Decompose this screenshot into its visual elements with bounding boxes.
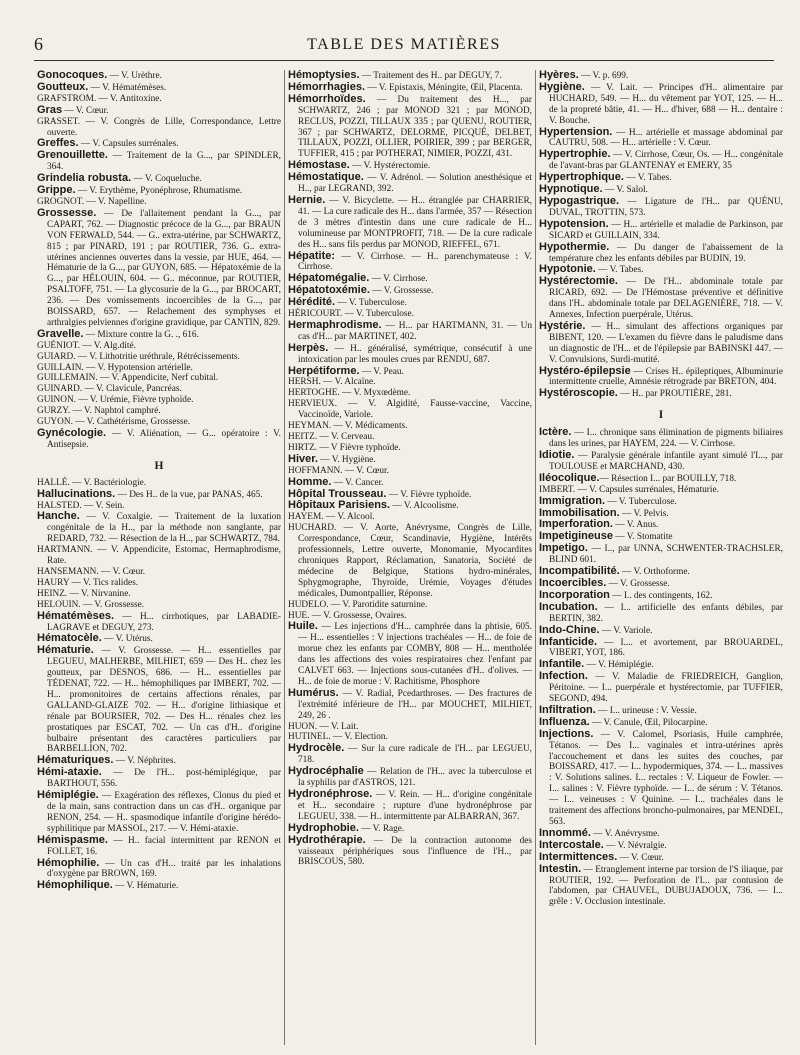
entry-text: — Mixture contre la G. ., 616. bbox=[83, 329, 199, 340]
index-entry bbox=[288, 421, 532, 432]
index-entry bbox=[539, 864, 783, 909]
entry-heading: Herpétiforme. bbox=[288, 364, 360, 377]
entry-heading: Immobilisation. bbox=[539, 506, 620, 519]
entry-heading: Gynécologie. bbox=[37, 427, 107, 439]
index-entry bbox=[288, 297, 532, 309]
entry-text: — I.... et avortement, par BROUARDEL, VIBERT, YOT, 186. bbox=[549, 637, 783, 659]
entry-text: — Paralysie générale infantile ayant simulé l'I..., par TOULOUSE et MARCHAND, 430. bbox=[549, 451, 783, 472]
index-entry bbox=[539, 427, 783, 450]
index-entry bbox=[288, 600, 532, 611]
entry-text: — De l'allaitement pendant la G..., par CAPART, 762. — Diagnostic précoce de la G..., par BRAUN VON FERWALD, 544. — G.. extra-utérine, par SCHWARTZ, 815 ; par PINARD, 191 ; par ROUTIER, 736. G.. extra-utérines anciennes ouvertes dans la vessie, par HUE, 464. — Hématurie de la G..., par GUYON, 685. — Hépatoxémie de la G..., par HÉLOUIN, 604. — G.. méconnue, par ROUTIER, PSALTOFF, 751. — La glycosurie de la G..., par BROCART, 236. — Des vomissements incoercibles de la G..., par BOISSARD, 657. — Relachement des symphyses et arthralgies pelviennes d'origine gravidique, par CANTIN, 829. bbox=[47, 208, 281, 328]
entry-text: — Des H.. de la vue, par PANAS, 465. bbox=[115, 489, 263, 500]
entry-heading: Hémostase. bbox=[288, 159, 350, 172]
entry-text: HARTMANN. — V. Appendicite, Estomac, Hermaphrodisme, Rate. bbox=[37, 545, 281, 567]
entry-heading: Hernie. bbox=[288, 193, 326, 206]
index-entry bbox=[539, 366, 783, 389]
entry-text: GUINON. — V. Urémie, Fièvre typhoïde. bbox=[37, 395, 194, 406]
index-entry bbox=[37, 790, 281, 835]
entry-text: — V. Cirrhose. — H.. parenchymateuse : V. Cirrhose. bbox=[298, 251, 532, 273]
index-entry bbox=[539, 671, 783, 705]
entry-heading: Hémiplégie. bbox=[37, 789, 99, 802]
entry-heading: Hématuriques. bbox=[37, 754, 114, 767]
entry-text: — Les injections d'H... camphrée dans la phtisie, 605. — H... essentielles : V injections trachéales — H... de foie de morue chez les enfants par COMBY, 808 — H... mentholée dans les affections des voies respiratoires chez l'enfant par CALVET 663. — Injections sous-cutanées d'H.. d'olives. — H... de foie de morue : V. Rachitisme, Phosphore bbox=[298, 622, 532, 687]
entry-heading: Influenza. bbox=[539, 715, 590, 728]
entry-heading: Impetigineuse bbox=[539, 530, 613, 543]
entry-text: HELOUIN. — V. Grossesse. bbox=[37, 599, 145, 610]
entry-text: — V. Calomel, Psoriasis, Huile camphrée, Tétanos. — Des I... vaginales et intra-utérines après l'accouchement et dans les suites des couches, par BOISSARD, 417. — I... hypodermiques, 374. — I... massives : V. Solutions salines. I... rectales : V. Liqueur de Fowler. — I... salines : V. Fièvre typhoïde. — I... de sérum : V. Tétanos. — I... veineuses : V Quinine. — I... trachéales dans le traitement des affections broncho-pulmonaires, par MENDEL, 563. bbox=[549, 729, 783, 827]
section-letter: I bbox=[658, 409, 664, 422]
entry-text: — H.. généralisé, symétrique, consécutif à une intoxication par les moules crues par RENDU, 687. bbox=[298, 343, 532, 365]
entry-text: — V. Salol. bbox=[602, 185, 648, 196]
page-title: TABLE DES MATIÈRES bbox=[307, 36, 501, 53]
entry-text: — V. Cœur. bbox=[617, 852, 664, 863]
index-entry bbox=[37, 384, 281, 395]
entry-heading: Hanche. bbox=[37, 510, 80, 523]
entry-text: — Traitement de la G..., par SPINDLER, 364. bbox=[47, 151, 281, 173]
entry-heading: Hépatomégalie. bbox=[288, 272, 370, 285]
entry-heading: Hypogastrique. bbox=[539, 194, 620, 207]
index-entry bbox=[288, 443, 532, 454]
entry-text: — Du danger de l'abaissement de la température chez les enfants débiles par BUDIN, 19. bbox=[549, 242, 783, 264]
index-entry bbox=[539, 242, 783, 265]
entry-heading: Hémorrhagies. bbox=[288, 80, 366, 93]
index-entry bbox=[539, 473, 783, 485]
entry-text: HEITZ. — V. Cerveau. bbox=[288, 432, 375, 442]
index-entry bbox=[288, 366, 532, 378]
entry-heading: Hémophilie. bbox=[37, 856, 100, 869]
entry-text: HALSTED. — V. Sein. bbox=[37, 500, 125, 511]
entry-heading: Hématémèses. bbox=[37, 609, 115, 622]
entry-text: HANSEMANN. — V. Cœur. bbox=[37, 566, 146, 577]
entry-text: — V. Tabes. bbox=[595, 265, 644, 276]
entry-text: — V. Cancer. bbox=[331, 477, 384, 488]
entry-heading: Grenouillette. bbox=[37, 149, 108, 162]
entry-text: HEINZ. — V. Nirvanine. bbox=[37, 588, 131, 599]
entry-heading: Imperforation. bbox=[539, 518, 613, 531]
column-divider bbox=[535, 70, 536, 1045]
entry-text: — H... par HARTMANN, 31. — Un cas d'H... par MARTINET, 402. bbox=[298, 320, 532, 342]
index-entry bbox=[288, 611, 532, 622]
entry-heading: Gras bbox=[37, 103, 63, 116]
index-entry bbox=[288, 94, 532, 160]
entry-heading: Iléocolique. bbox=[539, 471, 600, 484]
index-entry bbox=[37, 428, 281, 451]
entry-heading: Hémispasme. bbox=[37, 833, 108, 846]
entry-text: — V. Grossesse. — H... essentielles par LEGUEU, MALHERBE, MILHIET, 659 — Des H.. chez les goutteux, par DESNOS, 686. — H... essentielles par TÉDENAT, 722. — H... hémophiliques par IMBERT, 702. — H... promonitoires de certains affections rénales, par GALLAND-GLAIZE 702. — H... d'origine lithiasique et rénale par BOURSIER, 702. — Des H... rénales chez les prostatiques par ESCAT, 702. — Un cas d'H.. d'origine bulbaire présentant des caractères particuliers par BARBELLION, 702. bbox=[47, 646, 281, 755]
entry-text: — H... cirrhotiques, par LABADIE-LAGRAVE et DEGUY, 273. bbox=[47, 611, 281, 633]
entry-text: IMBERT. — V. Capsules surrénales, Hématurie. bbox=[539, 484, 719, 495]
entry-heading: Hystérectomie. bbox=[539, 275, 618, 288]
entry-text: — H.. par PROUTIÈRE, 281. bbox=[617, 389, 732, 400]
entry-text: GRASSET. — V. Congrès de Lille, Correspondance, Lettre ouverte. bbox=[37, 116, 281, 138]
index-entry bbox=[288, 343, 532, 366]
entry-text: — I... urineuse : V. Vessie. bbox=[595, 705, 697, 716]
index-entry bbox=[37, 880, 281, 892]
entry-text: — Résection I... par BOUILLY, 718. bbox=[599, 473, 737, 484]
index-entry bbox=[288, 432, 532, 443]
entry-text: — Du traitement des H..., par SCHWARTZ, 246 ; par MONOD 321 ; par MONOD, RECLUS, POZZI, TILLAUX 335 ; par QUENU, ROUTIER, 367 ; par SCHWARTZ, DELORME, PICQUÉ, DELBET, TILLAUX, POZZI, OLLIER, POIRIER, 399 ; par BERGER, TUFFIER, 415 ; par POTHERAT, NIMIER, POZZI, 431. bbox=[298, 94, 532, 160]
index-entry bbox=[288, 399, 532, 421]
entry-text: — V. Tuberculose. bbox=[605, 496, 677, 507]
index-entry bbox=[539, 729, 783, 828]
entry-text: — V. Tabes. bbox=[623, 173, 672, 184]
entry-text: — V. Orthoforme. bbox=[619, 567, 690, 578]
entry-text: — Crises H.. épileptiques, Albuminurie intermittente cruelle, Amnésie rétrograde par BRETON, 404. bbox=[549, 366, 783, 388]
entry-text: — V. Cirrhose. bbox=[369, 274, 428, 285]
index-entry bbox=[37, 511, 281, 545]
index-entry bbox=[288, 722, 532, 733]
entry-heading: Hémoptysies. bbox=[288, 70, 360, 81]
entry-text: — I.., par UNNA, SCHWENTER-TRACHSLER, BLIND 601. bbox=[549, 544, 783, 566]
entry-text: HALLÉ. — V. Bactériologie. bbox=[37, 477, 147, 488]
entry-heading: Idiotie. bbox=[539, 449, 575, 461]
entry-heading: Hygiène. bbox=[539, 80, 585, 93]
entry-text: — Un cas d'H... traité par les inhalations d'oxygène par BROWN, 169. bbox=[47, 858, 281, 880]
entry-heading: Hypotension. bbox=[539, 217, 609, 230]
entry-heading: Hémi-ataxie. bbox=[37, 766, 102, 779]
index-entry bbox=[539, 196, 783, 219]
entry-text: GUINARD. — V. Clavicule, Pancréas. bbox=[37, 384, 182, 395]
entry-heading: Hémophilique. bbox=[37, 879, 113, 892]
index-entry bbox=[37, 150, 281, 173]
index-entry bbox=[288, 388, 532, 399]
entry-text: — H... artérielle et massage abdominal par CAUTRU, 508. — H... artérielle : V. Cœur. bbox=[549, 127, 783, 149]
index-entry bbox=[37, 329, 281, 341]
entry-heading: Incompatibilité. bbox=[539, 565, 620, 578]
entry-heading: Hépatotoxémie. bbox=[288, 284, 370, 297]
entry-heading: Hallucinations. bbox=[37, 487, 116, 500]
index-entry bbox=[539, 149, 783, 172]
entry-text: HUDELO. — V. Parotidite saturnine. bbox=[288, 599, 428, 610]
index-entry bbox=[539, 276, 783, 321]
index-entry bbox=[288, 195, 532, 251]
entry-text: GURZY. — V. Naphtol camphré. bbox=[37, 406, 161, 417]
entry-text: GUIARD. — V. Lithotritie uréthrale, Rétrécissements. bbox=[37, 351, 240, 362]
entry-heading: Hôpital Trousseau. bbox=[288, 487, 387, 500]
index-entry bbox=[539, 543, 783, 566]
entry-heading: Humérus. bbox=[288, 686, 339, 699]
index-entry bbox=[539, 127, 783, 150]
entry-text: HUCHARD. — V. Aorte, Anévrysme, Congrès de Lille, Correspondance, Cœur, Scandinavie, Hygiène, Intérêts professionnels, Lettre ouverte, Monomanie, Myocardites chroniques Rapport, Réclamation, Sanatoria, Société de médecine de Belgique, Stations hydro-minérales, Sphygmographe, Thyroïde, Urémie, Voyages d'études médicales, Dumontpallier, Réponse. bbox=[288, 523, 532, 599]
entry-text: — V. Alcoolisme. bbox=[390, 501, 459, 512]
index-entry bbox=[37, 94, 281, 105]
entry-heading: Hérédité. bbox=[288, 296, 336, 309]
entry-text: HUE. — V. Grossesse, Ovaires. bbox=[288, 610, 407, 621]
entry-text: — V. Hématurie. bbox=[112, 881, 179, 892]
entry-text: — Traitement des H.. par DEGUY, 7. bbox=[359, 71, 502, 81]
entry-heading: Hystéroscopie. bbox=[539, 387, 618, 400]
entry-text: — V. Peau. bbox=[359, 366, 404, 377]
entry-heading: Homme. bbox=[288, 475, 332, 488]
entry-text: — V. Coqueluche. bbox=[131, 174, 202, 185]
entry-heading: Hématocèle. bbox=[37, 632, 102, 645]
index-entry bbox=[288, 789, 532, 823]
entry-text: — V. Tuberculose. bbox=[335, 298, 407, 309]
entry-heading: Hydronéphrose. bbox=[288, 788, 373, 800]
entry-text: — V. Maladie de FRIEDREICH, Ganglion, Péritoine. — I... puerpérale et hystérectomie, par TUFFIER, SEGOND, 494. bbox=[549, 672, 783, 705]
entry-heading: Grossesse. bbox=[37, 206, 97, 219]
entry-text: — V. Adrénol. — Solution anesthésique et H.., par LEGRAND, 392. bbox=[298, 173, 532, 195]
entry-text: — Ligature de l'H... par QUÉNU, DUVAL, TROTTIN, 573. bbox=[549, 196, 783, 218]
index-entry bbox=[288, 621, 532, 687]
entry-text: — V. Bicyclette. — H... étranglée par CHARRIER, 41. — La cure radicale des H... dans l'armée, 357 — Résection de 3 mètres d'intestin dans une cure radicale de H... volumineuse par MONTPROFIT, 718. — De la cure radicale des H... sans fils perdus par MONOD, RIEFFEL, 671. bbox=[298, 195, 532, 250]
entry-heading: Herpès. bbox=[288, 341, 329, 354]
index-entry bbox=[288, 835, 532, 869]
entry-text: — V. Névralgie. bbox=[603, 840, 667, 851]
entry-text: — I.. des contingents, 162. bbox=[609, 590, 713, 601]
entry-text: HIRTZ. — V Fièvre typhoïde. bbox=[288, 442, 401, 453]
entry-text: — V. Hystérectomie. bbox=[349, 161, 431, 172]
entry-text: — V. Urèthre. bbox=[107, 71, 162, 81]
entry-text: — V. Lait. — Principes d'H.. alimentaire par HUCHARD, 549. — H... du vêtement par YOT, 125. — H... de la propreté bâtie, 41. — H... d'hiver, 688 — H... dentaire : V. Bouche. bbox=[549, 82, 783, 126]
entry-heading: Hiver. bbox=[288, 452, 318, 465]
column-divider bbox=[284, 70, 285, 1045]
entry-text: — V. Utérus. bbox=[101, 634, 153, 645]
entry-text: — De la contraction autonome des vaisseaux périphériques sous l'influence de l'H.., par BRISCOUS, 580. bbox=[298, 835, 532, 868]
index-entry bbox=[37, 406, 281, 417]
entry-text: — I... artificielle des enfants débiles, par BERTIN, 382. bbox=[549, 602, 783, 624]
entry-heading: Hémostatique. bbox=[288, 171, 364, 184]
index-entry bbox=[37, 567, 281, 578]
entry-text: GRAFSTROM. — V. Antitoxine. bbox=[37, 93, 162, 104]
index-entry bbox=[37, 352, 281, 363]
entry-text: — V. Radial, Pcedarthroses. — Des fractures de l'extrémité inférieure de l'H... par MOUCHET, MILHIET, 249, 26 . bbox=[298, 688, 532, 721]
entry-text: — H.. facial intermittent par RENON et FOLLET, 16. bbox=[47, 835, 281, 857]
index-entry bbox=[37, 395, 281, 406]
index-entry bbox=[288, 766, 532, 789]
entry-text: HÉRICOURT. — V. Tuberculose. bbox=[288, 309, 414, 320]
entry-text: HERSH. — V. Alcaïne. bbox=[288, 377, 376, 388]
index-entry bbox=[288, 512, 532, 523]
index-entry bbox=[37, 363, 281, 374]
entry-text: — V. Rage. bbox=[358, 823, 405, 834]
index-entry bbox=[37, 645, 281, 755]
entry-heading: Gravelle. bbox=[37, 327, 84, 340]
index-entry bbox=[288, 688, 532, 722]
entry-heading: Hermaphrodisme. bbox=[288, 318, 382, 331]
entry-text: HEYMAN. — V. Médicaments. bbox=[288, 421, 408, 432]
entry-heading: Hypothermie. bbox=[539, 240, 610, 253]
entry-text: — H... simulant des affections organiques par BIBENT, 120. — L'examen du fièvre dans le paludisme dans un diagnostic de l'H... et de l'épilepsie par BABINSKI 447. — V. Convulsions, Surdi-mutité. bbox=[549, 321, 783, 365]
entry-text: HAURY — V. Tics ralides. bbox=[37, 577, 139, 588]
entry-text: — V. Fièvre typhoïde. bbox=[386, 489, 472, 500]
entry-text: HUON. — V. Lait. bbox=[288, 721, 359, 732]
entry-heading: Impetigo. bbox=[539, 542, 588, 555]
entry-text: — V. Anus. bbox=[612, 520, 659, 531]
index-entry bbox=[37, 578, 281, 589]
index-entry bbox=[37, 105, 281, 117]
entry-heading: Hémorrhoïdes. bbox=[288, 92, 366, 105]
entry-text: — De l'H... abdominale totale par RICARD, 692. — De l'Hémostase préventive et définitive dans l'H.. abdominale totale par DELAGENIÈRE, 718. — V. Annexes, Infection puerpérale, Utérus. bbox=[549, 277, 783, 321]
page-number: 6 bbox=[34, 34, 43, 54]
entry-text: HERTOGHE. — V. Myxœdème. bbox=[288, 388, 411, 399]
entry-heading: Immigration. bbox=[539, 494, 606, 507]
index-entry bbox=[37, 489, 281, 501]
entry-heading: Ictère. bbox=[539, 426, 572, 439]
entry-heading: Hématurie. bbox=[37, 644, 94, 657]
entry-heading: Grindelia robusta. bbox=[37, 172, 132, 185]
entry-text: — V. Stomatite bbox=[612, 532, 673, 543]
entry-heading: Goutteux. bbox=[37, 80, 89, 93]
index-entry bbox=[37, 117, 281, 139]
entry-text: — H... artérielle et maladie de Parkinson, par SICARD et GUILLAIN, 334. bbox=[549, 219, 783, 241]
entry-heading: Infiltration. bbox=[539, 703, 596, 716]
index-entry bbox=[37, 545, 281, 567]
entry-heading: Infanticide. bbox=[539, 635, 598, 648]
entry-heading: Hydrophobie. bbox=[288, 821, 359, 834]
entry-text: GUYON. — V. Cathétérisme, Grossesse. bbox=[37, 417, 191, 428]
entry-text: — V. Cirrhose, Cœur, Os. — H... congénitale de l'avant-bras par GLANTENAY et EMERY, 35 bbox=[549, 150, 783, 172]
entry-heading: Hydrocéphalie bbox=[288, 765, 364, 778]
entry-heading: Incoercibles. bbox=[539, 576, 607, 589]
entry-text: — V. Capsules surrénales. bbox=[78, 139, 179, 150]
index-entry bbox=[37, 373, 281, 384]
entry-text: GUÉNIOT. — V. Alg.dité. bbox=[37, 340, 136, 351]
entry-text: — V. Hémiplégie. bbox=[584, 660, 654, 671]
section-letter: H bbox=[154, 459, 164, 472]
entry-heading: Intestin. bbox=[539, 862, 582, 875]
entry-heading: Intercostale. bbox=[539, 838, 604, 851]
index-entry bbox=[539, 637, 783, 660]
index-entry bbox=[37, 611, 281, 634]
index-entry bbox=[539, 388, 783, 400]
entry-text: — V. Anévrysme. bbox=[590, 828, 660, 839]
entry-heading: Infection. bbox=[539, 670, 588, 683]
index-column-1 bbox=[37, 70, 281, 1045]
entry-text: — V. Grossesse. bbox=[606, 578, 670, 589]
index-entry bbox=[37, 835, 281, 858]
entry-heading: Incubation. bbox=[539, 600, 598, 613]
entry-heading: Incorporation bbox=[539, 588, 610, 601]
entry-text: HERVIEUX. — V. Algidité, Fausse-vaccine, Vaccine, Vaccinoïde, Variole. bbox=[288, 399, 532, 421]
index-entry bbox=[288, 251, 532, 274]
entry-heading: Gonocoques. bbox=[37, 70, 108, 81]
entry-text: — V. Coxalgie. — Traitement de la luxation congénitale de la H.., par la méthode non sanglante, par REDARD, 732. — Résection de la H.., par SCHWARTZ, 784. bbox=[47, 512, 281, 545]
entry-text: GUILLEMAIN. — V. Appendicite, Nerf cubital. bbox=[37, 373, 219, 384]
entry-heading: Huile. bbox=[288, 620, 318, 633]
entry-heading: Innommé. bbox=[539, 826, 591, 839]
index-entry bbox=[539, 450, 783, 473]
entry-heading: Hôpitaux Parisiens. bbox=[288, 499, 391, 512]
index-entry bbox=[288, 172, 532, 195]
entry-heading: Hyères. bbox=[539, 70, 579, 81]
entry-heading: Hydrothérapie. bbox=[288, 833, 366, 846]
index-entry bbox=[37, 341, 281, 352]
entry-text: — V. Cœur. bbox=[62, 105, 109, 116]
entry-heading: Hypertrophique. bbox=[539, 171, 624, 184]
entry-heading: Infantile. bbox=[539, 658, 585, 671]
index-column-3 bbox=[539, 70, 783, 1045]
entry-text: — V. Aliénation, — G... opératoire : V. Antisepsie. bbox=[47, 429, 281, 450]
index-entry bbox=[539, 219, 783, 242]
entry-heading: Hydrocèle. bbox=[288, 742, 345, 755]
entry-text: — V. p. 699. bbox=[578, 71, 629, 81]
entry-heading: Hystéro-épilepsie bbox=[539, 364, 631, 377]
entry-text: HUTINEL. — V. Election. bbox=[288, 732, 388, 743]
entry-text: — V. Erythème, Pyonéphrose, Rhumatisme. bbox=[75, 186, 243, 197]
entry-text: HAYEM. — V. Alcool. bbox=[288, 512, 375, 523]
entry-text: — Exagération des réflexes, Clonus du pied et de la main, sans contraction dans un cas d'H.. organique par RENON, 254. — H.. spasmodique infantile d'origine hérédo-syphilitique par MASSOL, 217. — V. Hémi-ataxie. bbox=[47, 791, 281, 834]
index-entry bbox=[288, 320, 532, 343]
entry-heading: Hypnotique. bbox=[539, 183, 603, 196]
index-entry bbox=[288, 500, 532, 512]
entry-heading: Intermittences. bbox=[539, 850, 618, 863]
entry-text: — V. Epistaxis, Méningite, Œil, Placenta. bbox=[365, 82, 523, 93]
index-entry bbox=[37, 767, 281, 790]
index-entry bbox=[288, 743, 532, 766]
entry-text: — V. Variole. bbox=[599, 625, 653, 636]
entry-text: — Sur la cure radicale de l'H... par LEGUEU, 718. bbox=[298, 744, 532, 766]
index-entry bbox=[539, 321, 783, 366]
entry-heading: Hystérie. bbox=[539, 319, 586, 332]
entry-text: — De l'H... post-hémiplégique, par BARTHOUT, 556. bbox=[47, 768, 281, 790]
entry-text: — V. Hygiène. bbox=[317, 454, 376, 465]
entry-heading: Hypotonie. bbox=[539, 263, 596, 276]
index-entry bbox=[37, 858, 281, 881]
page-header bbox=[34, 34, 774, 61]
entry-heading: Hypertension. bbox=[539, 125, 613, 138]
entry-text: GROGNOT. — V. Napelline. bbox=[37, 196, 147, 207]
entry-heading: Injections. bbox=[539, 727, 594, 740]
entry-text: — Relation de l'H... avec la tuberculose et la syphilis par d'ASTROS, 121. bbox=[298, 767, 532, 789]
entry-heading: Greffes. bbox=[37, 137, 79, 150]
entry-text: GUILLAIN. — V. Hypotension artérielle. bbox=[37, 362, 193, 373]
entry-text: — V. Néphrites. bbox=[113, 756, 176, 767]
entry-heading: Hépatite: bbox=[288, 249, 336, 262]
index-column-2 bbox=[288, 70, 532, 1045]
entry-text: — V. Grossesse. bbox=[369, 286, 434, 297]
index-entry bbox=[288, 377, 532, 388]
index-entry bbox=[37, 589, 281, 600]
entry-text: — Etranglement interne par torsion de l'S iliaque, par ROUTIER, 192. — Perforation de l'I... par contusion de l'abdomen, par CHAUVEL, DUBUJADOUX, 736. — I... grêle : V. Occlusion intestinale. bbox=[549, 864, 783, 908]
entry-heading: Grippe. bbox=[37, 184, 76, 197]
index-entry bbox=[288, 454, 532, 466]
entry-text: — V. Canule, Œil, Pilocarpine. bbox=[589, 717, 708, 728]
entry-text: HOFFMANN. — V. Cœur. bbox=[288, 465, 389, 476]
entry-text: — I... chronique sans élimination de pigments biliaires dans les urines, par HAYEM, 224. — V. Cirrhose. bbox=[549, 428, 783, 450]
entry-heading: Hypertrophie. bbox=[539, 148, 611, 161]
entry-heading: Indo-Chine. bbox=[539, 623, 600, 636]
entry-text: — V. Hématémèses. bbox=[88, 82, 167, 93]
index-entry bbox=[288, 523, 532, 599]
entry-text: — V. Pelvis. bbox=[619, 508, 669, 519]
index-entry bbox=[539, 602, 783, 625]
index-entry bbox=[37, 208, 281, 329]
index-entry bbox=[37, 185, 281, 197]
index-entry bbox=[37, 82, 281, 94]
entry-text: — V. Rein. — H... d'origine congénitale et H... secondaire ; rupture d'une hydronéphrose par LEGUEU, 338. — H.. intermittente par ALBARRAN, 367. bbox=[298, 790, 532, 822]
index-entry bbox=[539, 82, 783, 127]
